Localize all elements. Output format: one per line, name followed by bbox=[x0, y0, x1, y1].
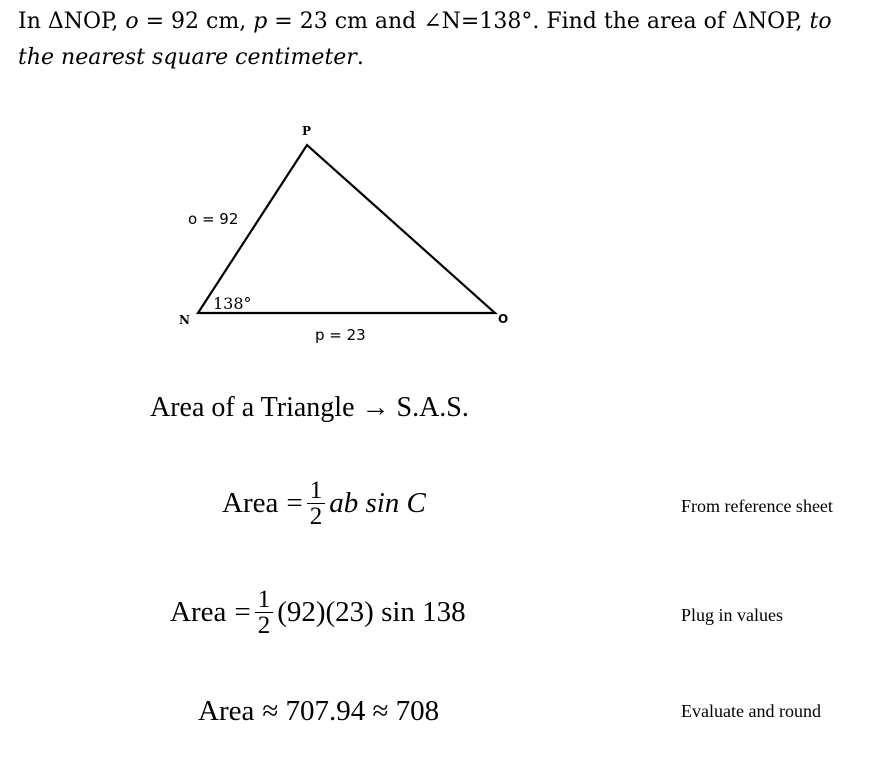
formula-rest: ab sin C bbox=[329, 487, 426, 519]
problem-statement bbox=[18, 4, 868, 76]
one-half-fraction bbox=[255, 587, 274, 638]
rounding-instruction: to the nearest square centimeter bbox=[18, 9, 832, 70]
fraction-denominator: 2 bbox=[257, 612, 271, 639]
step-note-plug: Plug in values bbox=[681, 605, 783, 625]
substituted-expression: (92)(23) sin 138 bbox=[277, 596, 466, 628]
result-expression: ≈ 707.94 ≈ 708 bbox=[262, 695, 440, 727]
side-p-variable: p bbox=[253, 9, 268, 34]
vertex-n-label: N bbox=[179, 313, 190, 327]
area-label: Area bbox=[198, 695, 255, 727]
fraction-numerator: 1 bbox=[257, 586, 271, 613]
triangle-diagram bbox=[160, 118, 530, 348]
step-note-reference: From reference sheet bbox=[681, 496, 833, 516]
vertex-o-label: O bbox=[498, 312, 509, 326]
substitution-step bbox=[170, 587, 466, 638]
area-label: Area bbox=[170, 596, 227, 628]
evaluation-step bbox=[198, 695, 439, 728]
side-p-label: p = 23 bbox=[315, 326, 366, 344]
problem-end: . bbox=[356, 45, 364, 70]
formula-step bbox=[222, 478, 426, 529]
problem-text-2: = 92 cm, bbox=[138, 9, 254, 34]
fraction-denominator: 2 bbox=[309, 503, 323, 530]
problem-text-3: = 23 cm and ∠N=138°. Find the area of ΔNOP, bbox=[267, 9, 810, 34]
equals-sign: = bbox=[234, 596, 251, 628]
triangle-nop bbox=[198, 145, 495, 313]
step-note-evaluate: Evaluate and round bbox=[681, 701, 821, 721]
area-label: Area bbox=[222, 487, 279, 519]
side-o-variable: o bbox=[125, 9, 139, 34]
angle-n-label: 138° bbox=[213, 294, 252, 313]
fraction-numerator: 1 bbox=[309, 477, 323, 504]
side-o-label: o = 92 bbox=[188, 210, 239, 228]
vertex-p-label: P bbox=[302, 124, 312, 138]
problem-text-1: In ΔNOP, bbox=[18, 9, 126, 34]
one-half-fraction bbox=[307, 478, 326, 529]
equals-sign: = bbox=[286, 487, 303, 519]
formula-heading: Area of a Triangle → S.A.S. bbox=[150, 392, 469, 423]
